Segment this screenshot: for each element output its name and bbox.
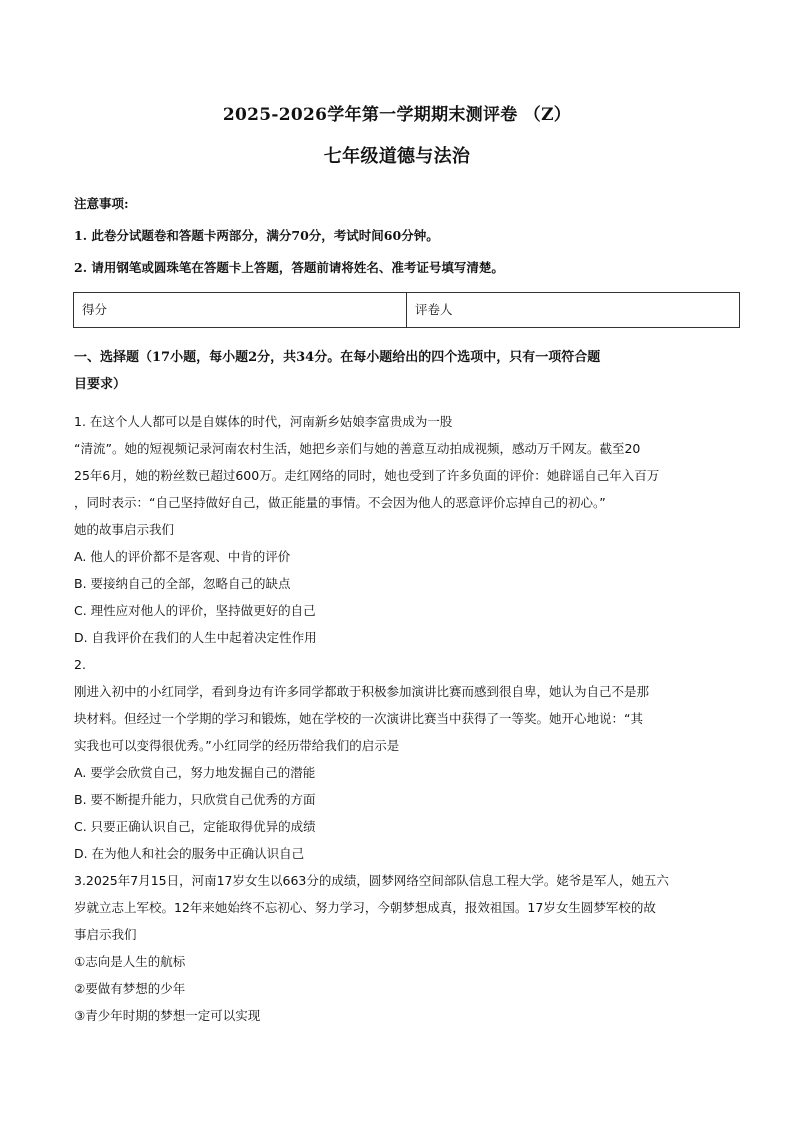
question-1-option-a: A. 他人的评价都不是客观、中肯的评价 [74,549,291,564]
question-2-option-a: A. 要学会欣赏自己，努力地发掘自己的潜能 [74,765,316,780]
notes-section [74,196,744,292]
question-1-option-d: D. 自我评价在我们的人生中起着决定性作用 [74,630,317,645]
question-3-stem-line: 岁就立志上军校。12年来她始终不忘初心、努力学习，今朝梦想成真，报效祖国。17岁女生圆梦军校的故 [74,900,656,915]
exam-subject: 七年级道德与法治 [323,146,471,167]
question-1-stem-line: 她的故事启示我们 [74,522,175,537]
question-3-stem-line: 3.2025年7月15日，河南17岁女生以663分的成绩，圆梦网络空间部队信息工程大学。姥爷是军人，她五六 [74,873,669,888]
questions-body [74,408,734,1029]
question-1-stem-line: 1. 在这个人人都可以是自媒体的时代，河南新乡姑娘李富贵成为一股 [74,414,453,429]
question-3-item-1: ①志向是人生的航标 [74,954,186,969]
question-1-option-b: B. 要接纳自己的全部，忽略自己的缺点 [74,576,291,591]
question-1-stem-line: “清流”。她的短视频记录河南农村生活，她把乡亲们与她的善意互动拍成视频，感动万千网友。截至20 [74,441,641,456]
question-3-item-2: ②要做有梦想的少年 [74,981,186,996]
grader-cell: 评卷人 [406,293,739,327]
section-heading [74,344,734,398]
exam-title: 2025-2026学年第一学期期末测评卷 （Z） [222,105,572,125]
question-2-stem-line: 实我也可以变得很优秀。”小红同学的经历带给我们的启示是 [74,738,400,753]
question-2-option-c: C. 只要正确认识自己，定能取得优异的成绩 [74,819,316,834]
question-2-option-b: B. 要不断提升能力，只欣赏自己优秀的方面 [74,792,316,807]
question-2-stem-line: 块材料。但经过一个学期的学习和锻炼，她在学校的一次演讲比赛当中获得了一等奖。她开心地说：“其 [74,711,643,726]
question-2-stem-line: 2. [74,657,86,672]
section-heading-line: 一、选择题（17小题，每小题2分，共34分。在每小题给出的四个选项中，只有一项符合题 [74,350,601,365]
notes-heading: 注意事项: [74,196,129,211]
note-item: 2. 请用钢笔或圆珠笔在答题卡上答题，答题前请将姓名、准考证号填写清楚。 [74,260,504,275]
question-3-stem-line: 事启示我们 [74,927,137,942]
note-item: 1. 此卷分试题卷和答题卡两部分，满分70分，考试时间60分钟。 [74,228,439,243]
question-1-stem-line: ，同时表示：“自己坚持做好自己，做正能量的事情。不会因为他人的恶意评价忘掉自己的初心。” [74,495,606,510]
question-1-option-c: C. 理性应对他人的评价，坚持做更好的自己 [74,603,316,618]
question-2-stem-line: 刚进入初中的小红同学，看到身边有许多同学都敢于积极参加演讲比赛而感到很自卑，她认为自己不是那 [74,684,650,699]
question-1-stem-line: 25年6月，她的粉丝数已超过600万。走红网络的同时，她也受到了许多负面的评价：她辟谣自己年入百万 [74,468,660,483]
question-2-option-d: D. 在为他人和社会的服务中正确认识自己 [74,846,305,861]
question-3-item-3: ③青少年时期的梦想一定可以实现 [74,1008,261,1023]
section-heading-line: 目要求） [74,377,127,392]
score-cell: 得分 [82,302,108,317]
score-table [73,292,740,328]
